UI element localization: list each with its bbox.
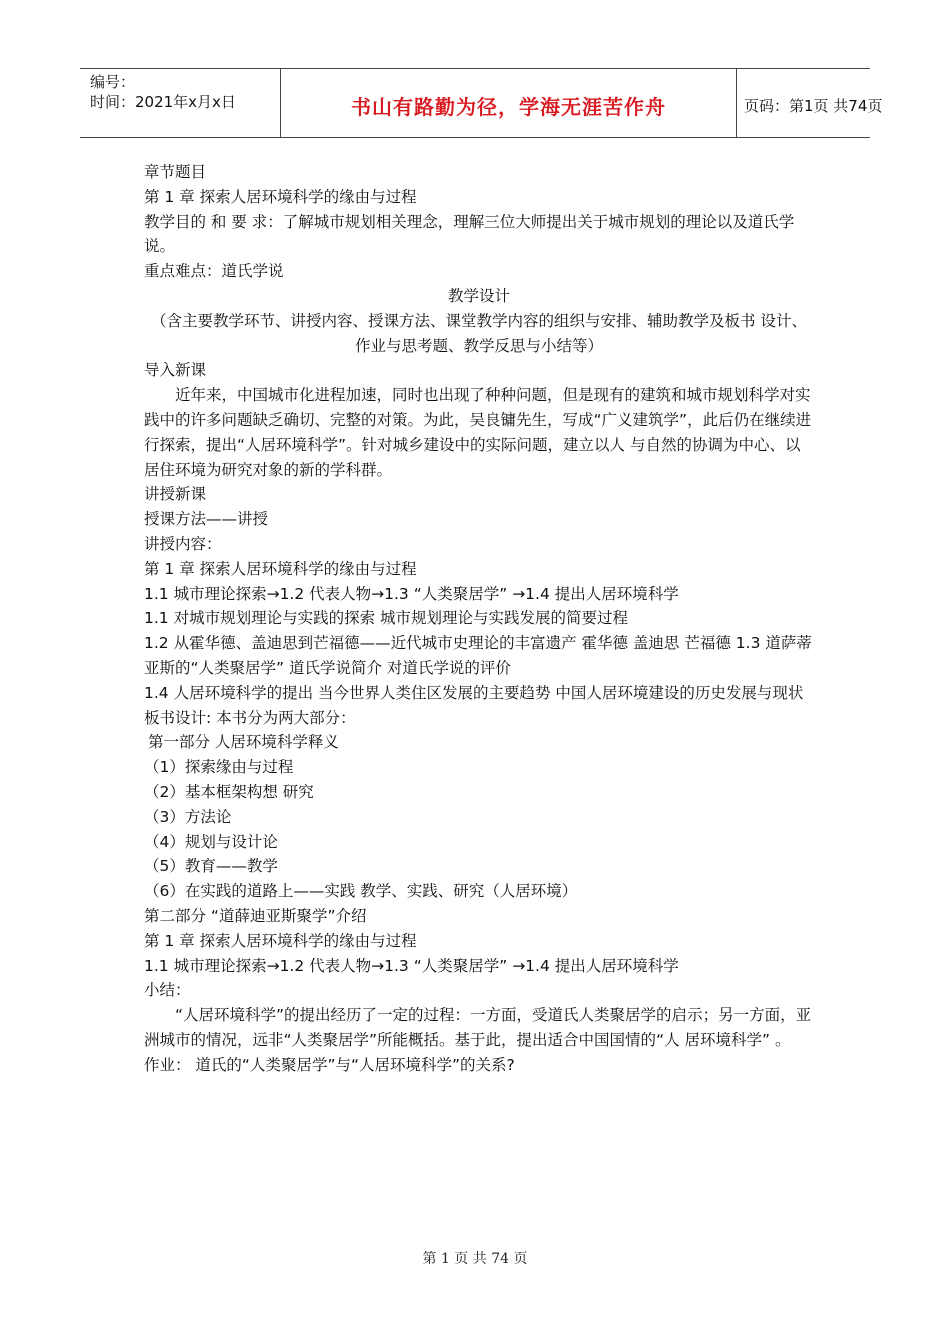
summary-paragraph: “人居环境科学”的提出经历了一定的过程：一方面，受道氏人类聚居学的启示；另一方面，亚洲城市的情况，远非“人类聚居学”所能概括。基于此，提出适合中国国情的“人 居环境科学” 。 [144,1006,812,1049]
section-1-2: 1.2 从霍华德、盖迪思到芒福德——近代城市史理论的丰富遗产 霍华德 盖迪思 芒福德 1.3 道萨蒂亚斯的“人类聚居学” 道氏学说简介 对道氏学说的评价 [144,634,812,677]
list-item: （6）在实践的道路上——实践 教学、实践、研究（人居环境） [144,882,578,901]
chapter-title-label: 章节题目 [144,163,207,181]
list-item: （1）探索缘由与过程 [144,758,294,777]
page-footer: 第 1 页 共 74 页 [422,1251,528,1267]
chapter-title: 第 1 章 探索人居环境科学的缘由与过程 [144,187,417,206]
teaching-method: 授课方法——讲授 [144,510,269,529]
homework: 作业： 道氏的“人类聚居学”与“人居环境科学”的关系? [144,1055,515,1074]
list-item: （4）规划与设计论 [144,832,278,851]
list-item: （2）基本框架构想 研究 [144,782,314,801]
section-1-1: 1.1 对城市规划理论与实践的探索 城市规划理论与实践发展的简要过程 [144,609,629,628]
key-points: 重点难点：道氏学说 [144,262,284,281]
document-body [144,160,814,1077]
header-page-cell [735,69,883,137]
teaching-objectives: 教学目的 和 要 求：了解城市规划相关理念，理解三位大师提出关于城市规划的理论以及道氏学说。 [144,212,795,256]
outline-line: 1.1 城市理论探索→1.2 代表人物→1.3 “人类聚居学” →1.4 提出人居环境科学 [144,584,679,603]
new-lesson-heading: 讲授新课 [144,485,207,504]
outline-line-2: 1.1 城市理论探索→1.2 代表人物→1.3 “人类聚居学” →1.4 提出人居环境科学 [144,956,679,975]
page-code-label: 页码：第1页 共74页 [744,97,883,115]
lecture-content-label: 讲授内容： [144,534,222,553]
section-heading-design: 教学设计 [447,286,510,305]
header-left-cell [80,69,280,137]
part-two-title: 第二部分 “道薛迪亚斯聚学”介绍 [144,906,367,925]
summary-label: 小结： [144,981,191,1000]
chapter-title-repeat: 第 1 章 探索人居环境科学的缘由与过程 [144,559,417,578]
intro-paragraph: 近年来，中国城市化进程加速，同时也出现了种种问题，但是现有的建筑和城市规划科学对实践中的许多问题缺乏确切、完整的对策。为此，吴良镛先生，写成“广义建筑学”，此后仍在继续进行探索，提出“人居环境科学”。针对城乡建设中的实际问题，建立以人 与自然的协调为中心、以居住环境为研究对象的新的学科群。 [144,386,812,479]
date-label: 时间：2021年x月x日 [90,93,236,111]
intro-heading: 导入新课 [144,361,207,380]
header-table [80,68,883,138]
chapter-title-repeat-2: 第 1 章 探索人居环境科学的缘由与过程 [144,931,417,950]
board-design-label: 板书设计: 本书分为两大部分： [144,708,356,727]
header-motto-cell [280,69,737,137]
motto-text: 书山有路勤为径，学海无涯苦作舟 [351,95,666,119]
list-item: （3）方法论 [144,807,232,826]
list-item: （5）教育——教学 [144,857,278,876]
part-one-title: 第一部分 人居环境科学释义 [148,733,339,752]
section-1-4: 1.4 人居环境科学的提出 当今世界人类住区发展的主要趋势 中国人居环境建设的历史发展与现状 [144,683,804,702]
serial-number-label: 编号： [90,73,136,91]
design-note: （含主要教学环节、讲授内容、授课方法、课堂教学内容的组织与安排、辅助教学及板书 设计、作业与思考题、教学反思与小结等） [151,311,807,355]
